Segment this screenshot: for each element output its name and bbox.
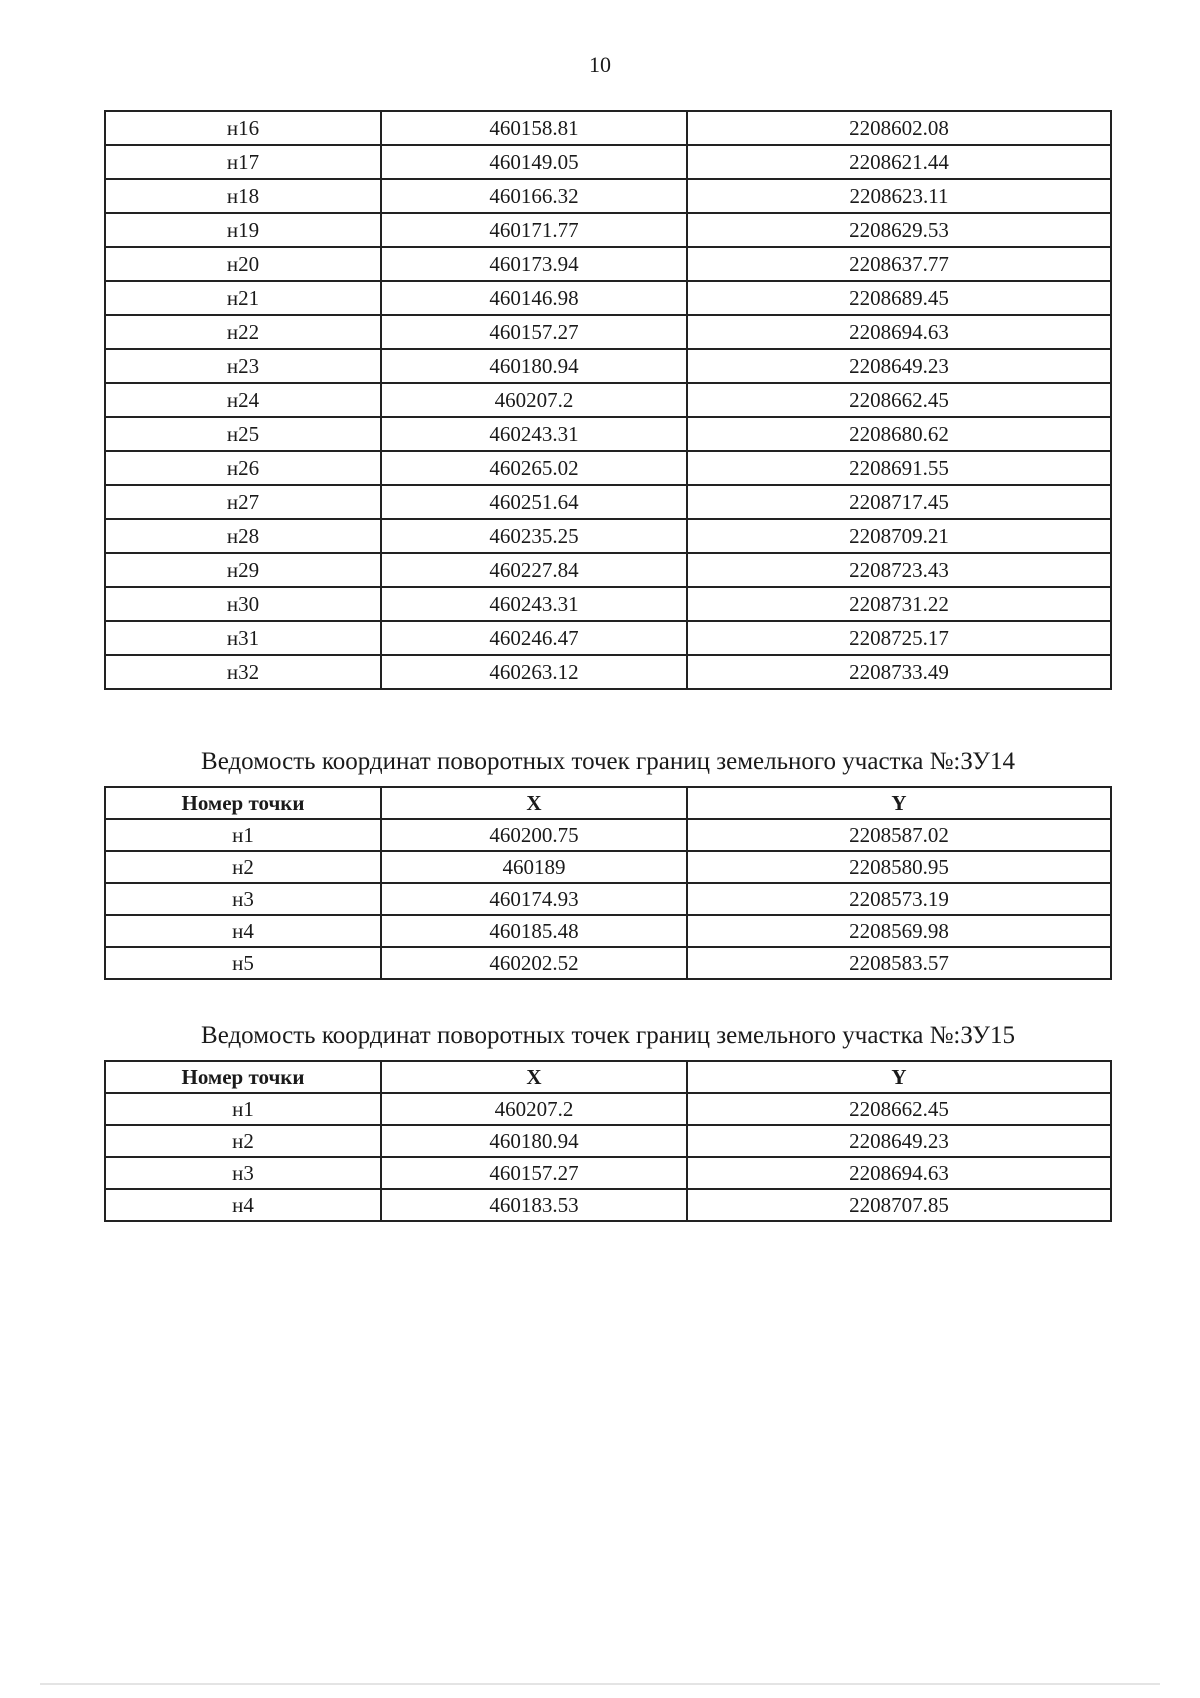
scan-edge-line (40, 1683, 1160, 1685)
cell-x: 460173.94 (381, 247, 687, 281)
cell-point-number: н3 (105, 1157, 381, 1189)
cell-point-number: н5 (105, 947, 381, 979)
cell-y: 2208694.63 (687, 315, 1111, 349)
table-row (105, 247, 1111, 281)
table-row (105, 1093, 1111, 1125)
cell-point-number: н26 (105, 451, 381, 485)
cell-y: 2208587.02 (687, 819, 1111, 851)
cell-point-number: н1 (105, 1093, 381, 1125)
table-row (105, 587, 1111, 621)
cell-y: 2208602.08 (687, 111, 1111, 145)
table-row (105, 179, 1111, 213)
cell-point-number: н1 (105, 819, 381, 851)
table-body (105, 819, 1111, 979)
cell-x: 460180.94 (381, 1125, 687, 1157)
cell-y: 2208691.55 (687, 451, 1111, 485)
table-row (105, 213, 1111, 247)
cell-y: 2208569.98 (687, 915, 1111, 947)
coordinates-table-continued (104, 110, 1112, 690)
cell-point-number: н20 (105, 247, 381, 281)
cell-x: 460158.81 (381, 111, 687, 145)
cell-point-number: н18 (105, 179, 381, 213)
cell-x: 460251.64 (381, 485, 687, 519)
cell-y: 2208733.49 (687, 655, 1111, 689)
table-row (105, 553, 1111, 587)
cell-y: 2208637.77 (687, 247, 1111, 281)
cell-point-number: н3 (105, 883, 381, 915)
cell-x: 460171.77 (381, 213, 687, 247)
cell-y: 2208662.45 (687, 383, 1111, 417)
cell-point-number: н31 (105, 621, 381, 655)
cell-x: 460189 (381, 851, 687, 883)
table-row (105, 883, 1111, 915)
cell-point-number: н21 (105, 281, 381, 315)
cell-y: 2208649.23 (687, 1125, 1111, 1157)
table-caption-zu15: Ведомость координат поворотных точек границ земельного участка №:ЗУ15 (201, 1022, 1015, 1049)
cell-y: 2208723.43 (687, 553, 1111, 587)
table-row (105, 915, 1111, 947)
coordinates-table-zu15 (104, 1060, 1112, 1222)
coordinates-table-zu14 (104, 786, 1112, 980)
table-row (105, 1189, 1111, 1221)
table-row (105, 383, 1111, 417)
cell-x: 460263.12 (381, 655, 687, 689)
cell-y: 2208573.19 (687, 883, 1111, 915)
header-x: X (381, 1061, 687, 1093)
table-header-row (105, 1061, 1111, 1093)
cell-y: 2208629.53 (687, 213, 1111, 247)
cell-y: 2208709.21 (687, 519, 1111, 553)
cell-x: 460146.98 (381, 281, 687, 315)
cell-point-number: н17 (105, 145, 381, 179)
table-row (105, 1157, 1111, 1189)
cell-x: 460202.52 (381, 947, 687, 979)
table-body (105, 1093, 1111, 1221)
cell-y: 2208580.95 (687, 851, 1111, 883)
cell-x: 460200.75 (381, 819, 687, 851)
cell-y: 2208707.85 (687, 1189, 1111, 1221)
cell-x: 460243.31 (381, 417, 687, 451)
cell-point-number: н19 (105, 213, 381, 247)
cell-point-number: н2 (105, 1125, 381, 1157)
cell-point-number: н23 (105, 349, 381, 383)
cell-point-number: н32 (105, 655, 381, 689)
cell-y: 2208689.45 (687, 281, 1111, 315)
cell-y: 2208583.57 (687, 947, 1111, 979)
table-caption-zu14: Ведомость координат поворотных точек границ земельного участка №:ЗУ14 (201, 748, 1015, 775)
table-row (105, 315, 1111, 349)
table-row (105, 111, 1111, 145)
cell-y: 2208725.17 (687, 621, 1111, 655)
table-row (105, 451, 1111, 485)
table-row (105, 947, 1111, 979)
table-row (105, 819, 1111, 851)
cell-y: 2208680.62 (687, 417, 1111, 451)
cell-y: 2208649.23 (687, 349, 1111, 383)
table-row (105, 417, 1111, 451)
header-y: Y (687, 1061, 1111, 1093)
cell-point-number: н16 (105, 111, 381, 145)
cell-point-number: н22 (105, 315, 381, 349)
table-row (105, 851, 1111, 883)
cell-x: 460227.84 (381, 553, 687, 587)
table-row (105, 145, 1111, 179)
cell-y: 2208662.45 (687, 1093, 1111, 1125)
header-y: Y (687, 787, 1111, 819)
cell-x: 460174.93 (381, 883, 687, 915)
cell-point-number: н27 (105, 485, 381, 519)
cell-point-number: н25 (105, 417, 381, 451)
cell-point-number: н24 (105, 383, 381, 417)
cell-y: 2208694.63 (687, 1157, 1111, 1189)
table-row (105, 655, 1111, 689)
cell-x: 460185.48 (381, 915, 687, 947)
cell-point-number: н4 (105, 915, 381, 947)
cell-x: 460149.05 (381, 145, 687, 179)
cell-x: 460183.53 (381, 1189, 687, 1221)
cell-point-number: н30 (105, 587, 381, 621)
cell-y: 2208717.45 (687, 485, 1111, 519)
table-body (105, 111, 1111, 689)
table-row (105, 349, 1111, 383)
header-point-number: Номер точки (105, 787, 381, 819)
cell-y: 2208731.22 (687, 587, 1111, 621)
cell-x: 460166.32 (381, 179, 687, 213)
cell-x: 460246.47 (381, 621, 687, 655)
cell-x: 460157.27 (381, 315, 687, 349)
header-point-number: Номер точки (105, 1061, 381, 1093)
cell-x: 460243.31 (381, 587, 687, 621)
page-number: 10 (589, 52, 611, 77)
cell-y: 2208623.11 (687, 179, 1111, 213)
cell-y: 2208621.44 (687, 145, 1111, 179)
cell-x: 460235.25 (381, 519, 687, 553)
cell-point-number: н28 (105, 519, 381, 553)
table-row (105, 1125, 1111, 1157)
table-header-row (105, 787, 1111, 819)
cell-x: 460180.94 (381, 349, 687, 383)
cell-point-number: н4 (105, 1189, 381, 1221)
table-row (105, 281, 1111, 315)
table-row (105, 485, 1111, 519)
cell-x: 460265.02 (381, 451, 687, 485)
table-row (105, 519, 1111, 553)
cell-x: 460207.2 (381, 383, 687, 417)
cell-x: 460157.27 (381, 1157, 687, 1189)
cell-x: 460207.2 (381, 1093, 687, 1125)
cell-point-number: н29 (105, 553, 381, 587)
cell-point-number: н2 (105, 851, 381, 883)
header-x: X (381, 787, 687, 819)
table-row (105, 621, 1111, 655)
